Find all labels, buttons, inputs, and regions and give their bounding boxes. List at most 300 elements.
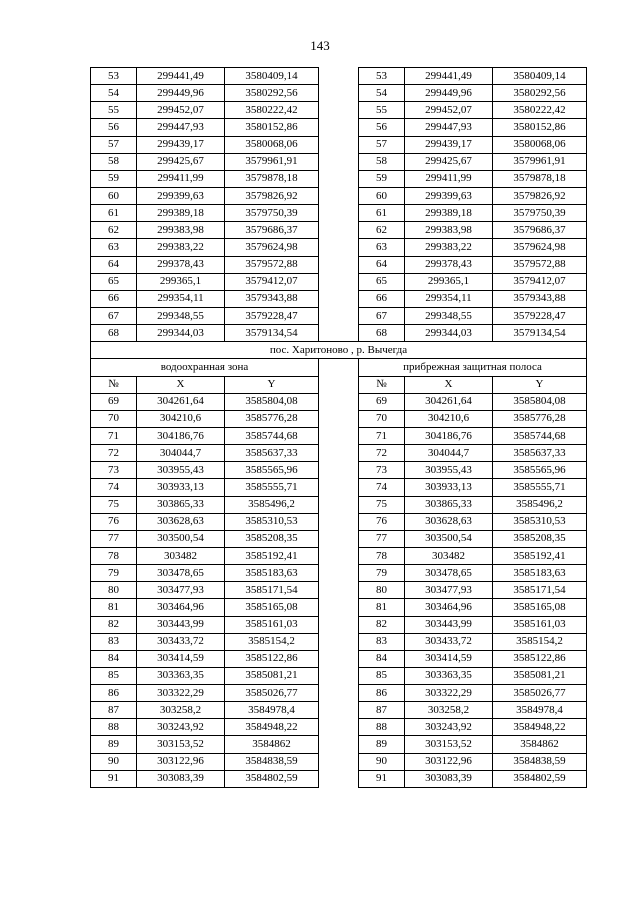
point-number: 88 bbox=[91, 719, 137, 736]
table-row bbox=[91, 170, 587, 187]
point-number: 64 bbox=[91, 256, 137, 273]
x-coordinate: 304210,6 bbox=[137, 410, 225, 427]
y-coordinate: 3579750,39 bbox=[225, 205, 319, 222]
table-row bbox=[91, 547, 587, 564]
x-coordinate: 303414,59 bbox=[405, 650, 493, 667]
table-row bbox=[91, 290, 587, 307]
x-coordinate: 299447,93 bbox=[405, 119, 493, 136]
table-row bbox=[91, 68, 587, 85]
point-number: 80 bbox=[91, 582, 137, 599]
x-coordinate: 299425,67 bbox=[137, 153, 225, 170]
lower-rows bbox=[91, 393, 587, 787]
x-coordinate: 299447,93 bbox=[137, 119, 225, 136]
y-coordinate: 3584978,4 bbox=[493, 702, 587, 719]
table-row bbox=[91, 685, 587, 702]
column-gap bbox=[319, 222, 359, 239]
x-coordinate: 303153,52 bbox=[137, 736, 225, 753]
point-number: 63 bbox=[359, 239, 405, 256]
table-row bbox=[91, 153, 587, 170]
point-number: 54 bbox=[359, 85, 405, 102]
point-number: 68 bbox=[359, 325, 405, 342]
point-number: 89 bbox=[359, 736, 405, 753]
point-number: 56 bbox=[91, 119, 137, 136]
table-row bbox=[91, 462, 587, 479]
y-coordinate: 3585310,53 bbox=[225, 513, 319, 530]
y-coordinate: 3585026,77 bbox=[225, 685, 319, 702]
x-coordinate: 303433,72 bbox=[137, 633, 225, 650]
x-coordinate: 304186,76 bbox=[137, 427, 225, 444]
column-gap bbox=[319, 513, 359, 530]
y-coordinate: 3579228,47 bbox=[225, 307, 319, 324]
x-coordinate: 303464,96 bbox=[405, 599, 493, 616]
x-coordinate: 303477,93 bbox=[137, 582, 225, 599]
point-number: 91 bbox=[91, 770, 137, 787]
y-coordinate: 3579686,37 bbox=[225, 222, 319, 239]
point-number: 78 bbox=[359, 547, 405, 564]
point-number: 58 bbox=[359, 153, 405, 170]
table-row bbox=[91, 736, 587, 753]
point-number: 84 bbox=[359, 650, 405, 667]
point-number: 87 bbox=[359, 702, 405, 719]
column-gap bbox=[319, 445, 359, 462]
y-coordinate: 3585208,35 bbox=[493, 530, 587, 547]
x-coordinate: 299449,96 bbox=[137, 85, 225, 102]
x-coordinate: 303464,96 bbox=[137, 599, 225, 616]
y-coordinate: 3579826,92 bbox=[225, 187, 319, 204]
column-gap bbox=[319, 119, 359, 136]
point-number: 89 bbox=[91, 736, 137, 753]
point-number: 60 bbox=[359, 187, 405, 204]
x-coordinate: 299425,67 bbox=[405, 153, 493, 170]
column-gap bbox=[319, 667, 359, 684]
column-gap bbox=[319, 290, 359, 307]
table-row bbox=[91, 273, 587, 290]
x-coordinate: 299383,98 bbox=[137, 222, 225, 239]
y-coordinate: 3580409,14 bbox=[225, 68, 319, 85]
x-coordinate: 299354,11 bbox=[405, 290, 493, 307]
upper-rows bbox=[91, 68, 587, 342]
y-coordinate: 3585161,03 bbox=[493, 616, 587, 633]
point-number: 55 bbox=[359, 102, 405, 119]
y-coordinate: 3579878,18 bbox=[493, 170, 587, 187]
point-number: 77 bbox=[359, 530, 405, 547]
table-row bbox=[91, 119, 587, 136]
point-number: 71 bbox=[91, 427, 137, 444]
x-coordinate: 299344,03 bbox=[405, 325, 493, 342]
column-gap bbox=[319, 410, 359, 427]
column-gap bbox=[319, 325, 359, 342]
y-coordinate: 3580068,06 bbox=[493, 136, 587, 153]
y-coordinate: 3585744,68 bbox=[493, 427, 587, 444]
point-number: 86 bbox=[91, 685, 137, 702]
y-coordinate: 3585637,33 bbox=[493, 445, 587, 462]
point-number: 77 bbox=[91, 530, 137, 547]
x-coordinate: 299411,99 bbox=[137, 170, 225, 187]
point-number: 75 bbox=[359, 496, 405, 513]
y-coordinate: 3585081,21 bbox=[225, 667, 319, 684]
x-coordinate: 299389,18 bbox=[137, 205, 225, 222]
y-coordinate: 3585310,53 bbox=[493, 513, 587, 530]
y-coordinate: 3579878,18 bbox=[225, 170, 319, 187]
x-coordinate: 303258,2 bbox=[405, 702, 493, 719]
table-row bbox=[91, 136, 587, 153]
x-coordinate: 303482 bbox=[405, 547, 493, 564]
point-number: 65 bbox=[359, 273, 405, 290]
x-coordinate: 304261,64 bbox=[405, 393, 493, 410]
column-gap bbox=[319, 376, 359, 393]
point-number: 70 bbox=[359, 410, 405, 427]
point-number: 80 bbox=[359, 582, 405, 599]
table-row bbox=[91, 650, 587, 667]
table-row bbox=[91, 479, 587, 496]
y-coordinate: 3579343,88 bbox=[225, 290, 319, 307]
point-number: 88 bbox=[359, 719, 405, 736]
y-coordinate: 3585776,28 bbox=[493, 410, 587, 427]
point-number: 79 bbox=[91, 565, 137, 582]
x-coordinate: 303865,33 bbox=[137, 496, 225, 513]
x-coordinate: 299449,96 bbox=[405, 85, 493, 102]
x-coordinate: 303153,52 bbox=[405, 736, 493, 753]
y-coordinate: 3579412,07 bbox=[493, 273, 587, 290]
y-coordinate: 3580152,86 bbox=[493, 119, 587, 136]
y-coordinate: 3584978,4 bbox=[225, 702, 319, 719]
y-coordinate: 3579961,91 bbox=[493, 153, 587, 170]
table-row bbox=[91, 102, 587, 119]
point-number: 79 bbox=[359, 565, 405, 582]
table-row bbox=[91, 667, 587, 684]
point-number: 62 bbox=[91, 222, 137, 239]
y-coordinate: 3579686,37 bbox=[493, 222, 587, 239]
point-number: 85 bbox=[359, 667, 405, 684]
point-number: 70 bbox=[91, 410, 137, 427]
point-number: 71 bbox=[359, 427, 405, 444]
y-coordinate: 3579134,54 bbox=[225, 325, 319, 342]
x-coordinate: 303243,92 bbox=[405, 719, 493, 736]
column-gap bbox=[319, 685, 359, 702]
x-coordinate: 299439,17 bbox=[405, 136, 493, 153]
column-gap bbox=[319, 85, 359, 102]
table-row bbox=[91, 530, 587, 547]
column-gap bbox=[319, 239, 359, 256]
x-coordinate: 299383,22 bbox=[137, 239, 225, 256]
x-coordinate: 299383,98 bbox=[405, 222, 493, 239]
y-coordinate: 3584948,22 bbox=[225, 719, 319, 736]
table-row bbox=[91, 325, 587, 342]
x-coordinate: 299399,63 bbox=[405, 187, 493, 204]
x-coordinate: 299452,07 bbox=[137, 102, 225, 119]
column-gap bbox=[319, 153, 359, 170]
point-number: 58 bbox=[91, 153, 137, 170]
table-row bbox=[91, 753, 587, 770]
y-coordinate: 3579572,88 bbox=[493, 256, 587, 273]
table-row bbox=[91, 427, 587, 444]
page-number: 143 bbox=[310, 38, 330, 53]
point-number: 54 bbox=[91, 85, 137, 102]
point-number: 69 bbox=[91, 393, 137, 410]
col-header-number: № bbox=[91, 376, 137, 393]
y-coordinate: 3584862 bbox=[225, 736, 319, 753]
point-number: 73 bbox=[359, 462, 405, 479]
right-zone-title: прибрежная защитная полоса bbox=[359, 359, 587, 376]
point-number: 76 bbox=[91, 513, 137, 530]
x-coordinate: 304210,6 bbox=[405, 410, 493, 427]
column-gap bbox=[319, 753, 359, 770]
x-coordinate: 303443,99 bbox=[137, 616, 225, 633]
point-number: 66 bbox=[91, 290, 137, 307]
x-coordinate: 303955,43 bbox=[405, 462, 493, 479]
y-coordinate: 3585122,86 bbox=[225, 650, 319, 667]
column-gap bbox=[319, 307, 359, 324]
x-coordinate: 303628,63 bbox=[137, 513, 225, 530]
y-coordinate: 3585171,54 bbox=[493, 582, 587, 599]
x-coordinate: 303083,39 bbox=[405, 770, 493, 787]
column-gap bbox=[319, 187, 359, 204]
point-number: 61 bbox=[359, 205, 405, 222]
point-number: 72 bbox=[91, 445, 137, 462]
point-number: 76 bbox=[359, 513, 405, 530]
y-coordinate: 3579343,88 bbox=[493, 290, 587, 307]
y-coordinate: 3585804,08 bbox=[493, 393, 587, 410]
y-coordinate: 3585192,41 bbox=[493, 547, 587, 564]
table-row bbox=[91, 496, 587, 513]
y-coordinate: 3585555,71 bbox=[225, 479, 319, 496]
column-gap bbox=[319, 102, 359, 119]
y-coordinate: 3579624,98 bbox=[493, 239, 587, 256]
y-coordinate: 3585744,68 bbox=[225, 427, 319, 444]
column-gap bbox=[319, 427, 359, 444]
point-number: 67 bbox=[359, 307, 405, 324]
x-coordinate: 303933,13 bbox=[137, 479, 225, 496]
column-gap bbox=[319, 719, 359, 736]
point-number: 84 bbox=[91, 650, 137, 667]
x-coordinate: 303933,13 bbox=[405, 479, 493, 496]
y-coordinate: 3585154,2 bbox=[493, 633, 587, 650]
y-coordinate: 3584802,59 bbox=[225, 770, 319, 787]
y-coordinate: 3585565,96 bbox=[225, 462, 319, 479]
column-gap bbox=[319, 479, 359, 496]
y-coordinate: 3585776,28 bbox=[225, 410, 319, 427]
x-coordinate: 299383,22 bbox=[405, 239, 493, 256]
col-header-y: Y bbox=[493, 376, 587, 393]
column-gap bbox=[319, 256, 359, 273]
x-coordinate: 303865,33 bbox=[405, 496, 493, 513]
y-coordinate: 3579412,07 bbox=[225, 273, 319, 290]
point-number: 74 bbox=[359, 479, 405, 496]
y-coordinate: 3580068,06 bbox=[225, 136, 319, 153]
point-number: 85 bbox=[91, 667, 137, 684]
point-number: 55 bbox=[91, 102, 137, 119]
point-number: 82 bbox=[91, 616, 137, 633]
x-coordinate: 303433,72 bbox=[405, 633, 493, 650]
x-coordinate: 303477,93 bbox=[405, 582, 493, 599]
y-coordinate: 3579624,98 bbox=[225, 239, 319, 256]
column-gap bbox=[319, 616, 359, 633]
table-row bbox=[91, 616, 587, 633]
x-coordinate: 303083,39 bbox=[137, 770, 225, 787]
table-row bbox=[91, 445, 587, 462]
point-number: 62 bbox=[359, 222, 405, 239]
y-coordinate: 3585122,86 bbox=[493, 650, 587, 667]
x-coordinate: 299439,17 bbox=[137, 136, 225, 153]
table-row bbox=[91, 187, 587, 204]
coordinates-table bbox=[90, 67, 587, 788]
x-coordinate: 303500,54 bbox=[137, 530, 225, 547]
x-coordinate: 303122,96 bbox=[137, 753, 225, 770]
point-number: 63 bbox=[91, 239, 137, 256]
x-coordinate: 299441,49 bbox=[405, 68, 493, 85]
point-number: 53 bbox=[359, 68, 405, 85]
point-number: 73 bbox=[91, 462, 137, 479]
col-header-x: X bbox=[405, 376, 493, 393]
point-number: 86 bbox=[359, 685, 405, 702]
x-coordinate: 299399,63 bbox=[137, 187, 225, 204]
x-coordinate: 303500,54 bbox=[405, 530, 493, 547]
column-gap bbox=[319, 273, 359, 290]
point-number: 68 bbox=[91, 325, 137, 342]
x-coordinate: 303258,2 bbox=[137, 702, 225, 719]
point-number: 60 bbox=[91, 187, 137, 204]
point-number: 87 bbox=[91, 702, 137, 719]
section-title: пос. Харитоново , р. Вычегда bbox=[91, 342, 587, 359]
column-gap bbox=[319, 205, 359, 222]
column-header-row bbox=[91, 376, 587, 393]
x-coordinate: 299378,43 bbox=[137, 256, 225, 273]
x-coordinate: 303443,99 bbox=[405, 616, 493, 633]
point-number: 83 bbox=[91, 633, 137, 650]
point-number: 74 bbox=[91, 479, 137, 496]
point-number: 75 bbox=[91, 496, 137, 513]
x-coordinate: 299411,99 bbox=[405, 170, 493, 187]
table-row bbox=[91, 582, 587, 599]
column-gap bbox=[319, 582, 359, 599]
column-gap bbox=[319, 633, 359, 650]
table-row bbox=[91, 513, 587, 530]
x-coordinate: 304186,76 bbox=[405, 427, 493, 444]
y-coordinate: 3580222,42 bbox=[225, 102, 319, 119]
col-header-number: № bbox=[359, 376, 405, 393]
y-coordinate: 3585171,54 bbox=[225, 582, 319, 599]
x-coordinate: 304044,7 bbox=[405, 445, 493, 462]
table-row bbox=[91, 770, 587, 787]
x-coordinate: 303322,29 bbox=[405, 685, 493, 702]
point-number: 59 bbox=[359, 170, 405, 187]
point-number: 81 bbox=[91, 599, 137, 616]
table-row bbox=[91, 633, 587, 650]
y-coordinate: 3580152,86 bbox=[225, 119, 319, 136]
table-row bbox=[91, 205, 587, 222]
x-coordinate: 303243,92 bbox=[137, 719, 225, 736]
column-gap bbox=[319, 359, 359, 376]
table-row bbox=[91, 599, 587, 616]
col-header-x: X bbox=[137, 376, 225, 393]
column-gap bbox=[319, 462, 359, 479]
column-gap bbox=[319, 599, 359, 616]
column-gap bbox=[319, 770, 359, 787]
x-coordinate: 303322,29 bbox=[137, 685, 225, 702]
table-row bbox=[91, 719, 587, 736]
y-coordinate: 3585192,41 bbox=[225, 547, 319, 564]
column-gap bbox=[319, 736, 359, 753]
col-header-y: Y bbox=[225, 376, 319, 393]
table-row bbox=[91, 702, 587, 719]
point-number: 90 bbox=[359, 753, 405, 770]
table-row bbox=[91, 256, 587, 273]
y-coordinate: 3580292,56 bbox=[225, 85, 319, 102]
y-coordinate: 3579961,91 bbox=[225, 153, 319, 170]
x-coordinate: 299389,18 bbox=[405, 205, 493, 222]
x-coordinate: 303955,43 bbox=[137, 462, 225, 479]
y-coordinate: 3579750,39 bbox=[493, 205, 587, 222]
point-number: 57 bbox=[91, 136, 137, 153]
y-coordinate: 3585804,08 bbox=[225, 393, 319, 410]
point-number: 67 bbox=[91, 307, 137, 324]
y-coordinate: 3579572,88 bbox=[225, 256, 319, 273]
point-number: 61 bbox=[91, 205, 137, 222]
point-number: 57 bbox=[359, 136, 405, 153]
point-number: 59 bbox=[91, 170, 137, 187]
point-number: 83 bbox=[359, 633, 405, 650]
y-coordinate: 3585496,2 bbox=[225, 496, 319, 513]
y-coordinate: 3584862 bbox=[493, 736, 587, 753]
x-coordinate: 304044,7 bbox=[137, 445, 225, 462]
y-coordinate: 3580292,56 bbox=[493, 85, 587, 102]
x-coordinate: 299441,49 bbox=[137, 68, 225, 85]
y-coordinate: 3585165,08 bbox=[493, 599, 587, 616]
y-coordinate: 3585637,33 bbox=[225, 445, 319, 462]
point-number: 65 bbox=[91, 273, 137, 290]
x-coordinate: 303478,65 bbox=[405, 565, 493, 582]
x-coordinate: 299348,55 bbox=[137, 307, 225, 324]
y-coordinate: 3579826,92 bbox=[493, 187, 587, 204]
point-number: 82 bbox=[359, 616, 405, 633]
section-header bbox=[91, 342, 587, 393]
y-coordinate: 3585496,2 bbox=[493, 496, 587, 513]
table-row bbox=[91, 307, 587, 324]
table-row bbox=[91, 410, 587, 427]
y-coordinate: 3585161,03 bbox=[225, 616, 319, 633]
y-coordinate: 3580409,14 bbox=[493, 68, 587, 85]
point-number: 66 bbox=[359, 290, 405, 307]
y-coordinate: 3585154,2 bbox=[225, 633, 319, 650]
x-coordinate: 303414,59 bbox=[137, 650, 225, 667]
y-coordinate: 3579134,54 bbox=[493, 325, 587, 342]
point-number: 56 bbox=[359, 119, 405, 136]
x-coordinate: 299354,11 bbox=[137, 290, 225, 307]
y-coordinate: 3585565,96 bbox=[493, 462, 587, 479]
y-coordinate: 3584802,59 bbox=[493, 770, 587, 787]
y-coordinate: 3585183,63 bbox=[225, 565, 319, 582]
point-number: 72 bbox=[359, 445, 405, 462]
y-coordinate: 3585555,71 bbox=[493, 479, 587, 496]
column-gap bbox=[319, 565, 359, 582]
y-coordinate: 3580222,42 bbox=[493, 102, 587, 119]
y-coordinate: 3585165,08 bbox=[225, 599, 319, 616]
point-number: 91 bbox=[359, 770, 405, 787]
x-coordinate: 303482 bbox=[137, 547, 225, 564]
point-number: 78 bbox=[91, 547, 137, 564]
column-gap bbox=[319, 530, 359, 547]
y-coordinate: 3585081,21 bbox=[493, 667, 587, 684]
column-gap bbox=[319, 136, 359, 153]
y-coordinate: 3585183,63 bbox=[493, 565, 587, 582]
table-row bbox=[91, 85, 587, 102]
column-gap bbox=[319, 547, 359, 564]
y-coordinate: 3584948,22 bbox=[493, 719, 587, 736]
x-coordinate: 303478,65 bbox=[137, 565, 225, 582]
y-coordinate: 3585208,35 bbox=[225, 530, 319, 547]
table-row bbox=[91, 222, 587, 239]
point-number: 64 bbox=[359, 256, 405, 273]
